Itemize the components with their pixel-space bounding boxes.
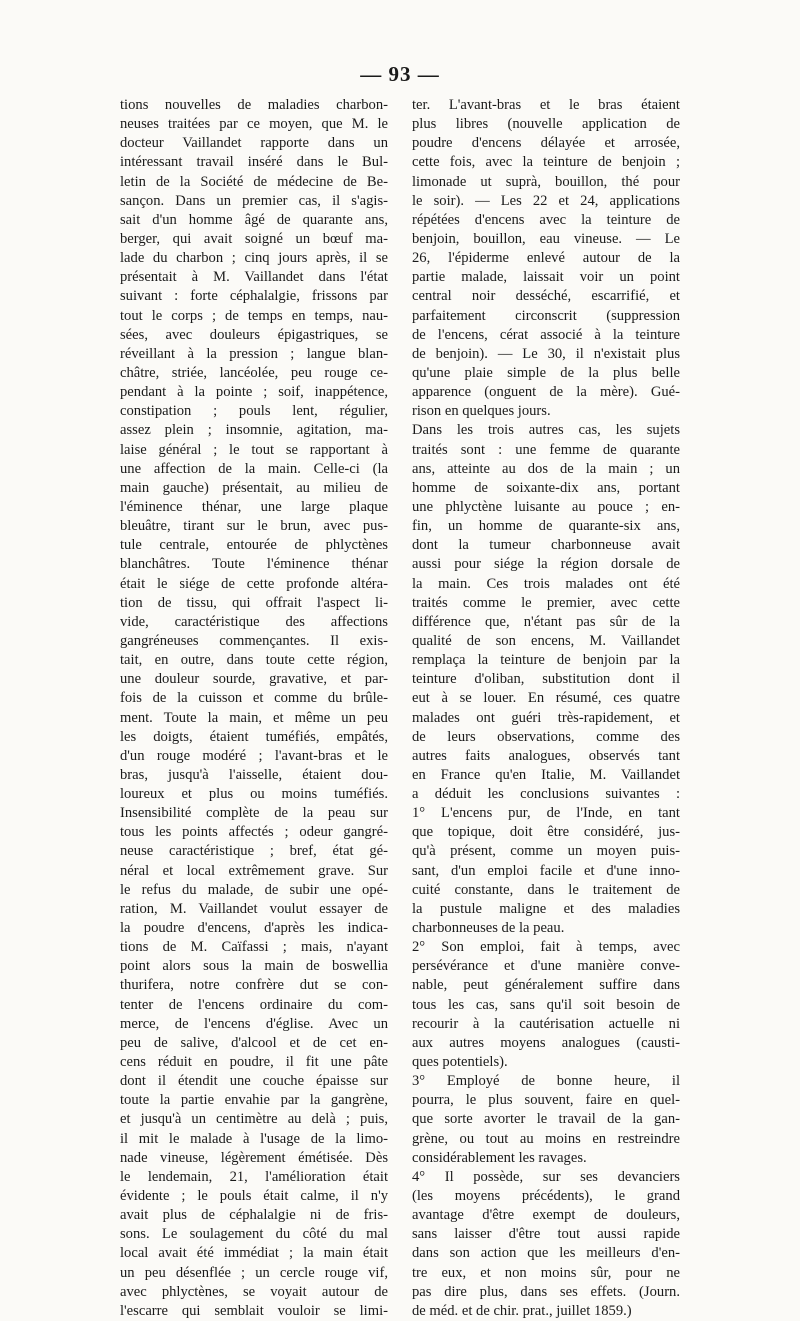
text-line: la pustule maligne et des maladies — [412, 900, 680, 917]
text-line: autres faits analogues, observés tant — [412, 747, 680, 764]
text-line: berger, qui avait soigné un bœuf ma- — [120, 230, 388, 247]
text-line: recourir à la cautérisation actuelle ni — [412, 1015, 680, 1032]
text-line: constipation ; pouls lent, régulier, — [120, 403, 388, 420]
text-line: présentait à M. Vaillandet dans l'état — [120, 269, 388, 286]
text-line: ans, atteinte au dos de la main ; un — [412, 460, 680, 477]
text-line: tenter de l'encens ordinaire du com- — [120, 996, 388, 1013]
text-line: l'éminence thénar, une large plaque — [120, 498, 388, 515]
text-line: Dans les trois autres cas, les sujets — [412, 422, 680, 439]
text-line: laise général ; le tout se rapportant à — [120, 441, 388, 458]
text-line: tous les points affectés ; odeur gangré- — [120, 824, 388, 841]
text-line: différence que, n'étant pas sûr de la — [412, 613, 680, 630]
text-line: une douleur sourde, gravative, et par- — [120, 671, 388, 688]
text-line: ter. L'avant-bras et le bras étaient — [412, 97, 680, 113]
text-line: dont il étendit une couche épaisse sur — [120, 1073, 388, 1090]
text-line: tule centrale, entourée de phlyctènes — [120, 537, 388, 554]
text-line: suivant : forte céphalalgie, frissons par — [120, 288, 388, 305]
text-line: rison en quelques jours. — [412, 403, 551, 420]
text-line: néral et local extrêmement grave. Sur — [120, 862, 388, 879]
text-line: parfaitement circonscrit (suppression — [412, 307, 680, 324]
text-line: évidente ; le pouls était calme, il n'y — [120, 1188, 388, 1205]
text-line: réveillant à la pression ; langue blan- — [120, 345, 388, 362]
text-line: répétées d'encens avec la teinture de — [412, 211, 680, 228]
text-line: tions de M. Caïfassi ; mais, n'ayant — [120, 939, 388, 956]
text-line: l'escarre qui semblait vouloir se limi- — [120, 1302, 388, 1319]
text-line: tait, en outre, dans toute cette région, — [120, 652, 388, 669]
text-line: 2° Son emploi, fait à temps, avec — [412, 939, 680, 956]
text-line: letin de la Société de médecine de Be- — [120, 173, 388, 190]
text-line: traités sont : une femme de quarante — [412, 441, 680, 458]
text-line: les doigts, étaient tuméfiés, empâtés, — [120, 728, 388, 745]
text-line: persévérance et d'une manière conve- — [412, 958, 680, 975]
text-line: sées, avec douleurs épigastriques, se — [120, 326, 388, 343]
text-line: cuité constante, dans le traitement de — [412, 881, 680, 898]
text-line: de méd. et de chir. prat., juillet 1859.) — [412, 1302, 632, 1319]
text-line: central noir desséché, escarrifié, et — [412, 288, 680, 305]
text-line: plus libres (nouvelle application de — [412, 116, 680, 133]
text-line: cens réduit en poudre, il fit une pâte — [120, 1054, 388, 1071]
text-line: 1° L'encens pur, de l'Inde, en tant — [412, 805, 680, 822]
text-line: le refus du malade, de subir une opé- — [120, 881, 388, 898]
text-line: châtre, striée, lancéolée, peu rouge ce- — [120, 364, 388, 381]
text-line: ment. Toute la main, et même un peu — [120, 709, 388, 726]
text-line: 4° Il possède, sur ses devanciers — [412, 1168, 680, 1185]
text-line: tions nouvelles de maladies charbon- — [120, 97, 388, 113]
text-line: main gauche) présentait, au milieu de — [120, 479, 388, 496]
text-line: (les moyens précédents), le grand — [412, 1188, 680, 1205]
text-line: docteur Vaillandet rapporte dans un — [120, 135, 388, 152]
text-line: en France qu'en Italie, M. Vaillandet — [412, 766, 680, 783]
text-line: aussi pour siége la région dorsale de — [412, 556, 680, 573]
text-line: benjoin, bouillon, eau vineuse. — Le — [412, 230, 680, 247]
text-line: que topique, doit être considéré, jus- — [412, 824, 680, 841]
text-line: qu'une plaie simple de la plus belle — [412, 364, 680, 381]
page-number: — 93 — — [360, 62, 440, 86]
text-line: lade du charbon ; cinq jours après, il se — [120, 250, 388, 267]
text-line: un peu désenflée ; un cercle rouge vif, — [120, 1264, 388, 1281]
text-line: tion de tissu, qui offrait l'aspect li- — [120, 594, 388, 611]
text-line: pourra, le plus souvent, faire en quel- — [412, 1092, 680, 1109]
text-line: peu de salive, d'alcool et de cet en- — [120, 1034, 388, 1051]
text-line: remplaça la teinture de benjoin par la — [412, 652, 680, 669]
text-line: avec phlyctènes, se voyait autour de — [120, 1283, 388, 1300]
text-line: traités comme le premier, avec cette — [412, 594, 680, 611]
text-line: cette fois, avec la teinture de benjoin ; — [412, 154, 680, 171]
text-line: le soir). — Les 22 et 24, applications — [412, 192, 680, 209]
text-line: a déduit les conclusions suivantes : — [412, 786, 680, 803]
text-line: était le siége de cette profonde altéra- — [120, 575, 388, 592]
text-line: et jusqu'à un centimètre au delà ; puis, — [120, 1111, 388, 1128]
text-line: thurifera, notre confrère dut se con- — [120, 977, 388, 994]
text-line: de benjoin). — Le 30, il n'existait plus — [412, 345, 680, 362]
text-line: aux autres moyens analogues (causti- — [412, 1034, 680, 1051]
text-line: ration, M. Vaillandet voulut essayer de — [120, 900, 388, 917]
text-line: considérablement les ravages. — [412, 1149, 587, 1166]
text-line: apparence (onguent de la mère). Gué- — [412, 384, 680, 401]
text-line: qu'à présent, comme un moyen puis- — [412, 843, 680, 860]
text-line: 3° Employé de bonne heure, il — [412, 1073, 680, 1090]
text-line: nade vineuse, légèrement émétisée. Dès — [120, 1149, 388, 1166]
text-line: ques potentiels). — [412, 1054, 508, 1071]
text-line: sans laisser d'être tout aussi rapide — [412, 1226, 680, 1243]
text-line: limonade ut suprà, bouillon, thé pour — [412, 173, 680, 190]
text-line: sant, d'un emploi facile et d'une inno- — [412, 862, 680, 879]
text-line: tous les cas, sans qu'il soit besoin de — [412, 996, 680, 1013]
text-line: poudre d'encens délayée et arrosée, — [412, 135, 680, 152]
text-line: sons. Le soulagement du côté du mal — [120, 1226, 388, 1243]
text-line: une phlyctène luisante au pouce ; en- — [412, 498, 680, 515]
text-line: assez plein ; insomnie, agitation, ma- — [120, 422, 388, 439]
text-line: tout le corps ; de temps en temps, nau- — [120, 307, 388, 324]
text-line: d'un rouge modéré ; l'avant-bras et le — [120, 747, 388, 764]
text-line: que sorte avorter le travail de la gan- — [412, 1111, 680, 1128]
text-line: fin, un homme de quarante-six ans, — [412, 518, 680, 535]
text-line: bleuâtre, tirant sur le brun, avec pus- — [120, 518, 388, 535]
right-column — [412, 96, 680, 1321]
text-line: avait plus de céphalalgie ni de fris- — [120, 1207, 388, 1224]
text-line: neuse caractéristique ; bref, état gé- — [120, 843, 388, 860]
text-line: homme de soixante-dix ans, portant — [412, 479, 680, 496]
text-line: point alors sous la main de boswellia — [120, 958, 388, 975]
text-line: dans son action que les meilleurs d'en- — [412, 1245, 680, 1262]
text-line: malades ont guéri très-rapidement, et — [412, 709, 680, 726]
text-line: neuses traitées par ce moyen, que M. le — [120, 116, 388, 133]
left-column — [120, 96, 388, 1321]
text-line: tre eux, et non moins sûr, pour ne — [412, 1264, 680, 1281]
text-line: sait d'un homme âgé de quarante ans, — [120, 211, 388, 228]
text-line: de l'encens, cérat associé à la teinture — [412, 326, 680, 343]
text-line: gangréneuses commençantes. Il exis- — [120, 632, 388, 649]
text-line: blanchâtres. Toute l'éminence thénar — [120, 556, 388, 573]
text-line: fois de la cuisson et comme du brûle- — [120, 690, 388, 707]
text-line: partie malade, laissait voir un point — [412, 269, 680, 286]
text-line: une affection de la main. Celle-ci (la — [120, 460, 388, 477]
text-line: local avait été immédiat ; la main était — [120, 1245, 388, 1262]
text-line: intéressant travail inséré dans le Bul- — [120, 154, 388, 171]
text-line: eut à se louer. En résumé, ces quatre — [412, 690, 680, 707]
text-line: la poudre d'encens, d'après les indica- — [120, 920, 388, 937]
text-line: Insensibilité complète de la peau sur — [120, 805, 388, 822]
text-line: nable, peut généralement suffire dans — [412, 977, 680, 994]
text-line: le lendemain, 21, l'amélioration était — [120, 1168, 388, 1185]
text-line: charbonneuses de la peau. — [412, 920, 565, 937]
text-line: dont la tumeur charbonneuse avait — [412, 537, 680, 554]
text-line: avantage d'être exempt de douleurs, — [412, 1207, 680, 1224]
text-line: il mit le malade à l'usage de la limo- — [120, 1130, 388, 1147]
text-line: vide, caractéristique des affections — [120, 613, 388, 630]
text-line: loureux et plus ou moins tuméfiés. — [120, 786, 388, 803]
text-line: pendant à la pointe ; soif, inappétence, — [120, 384, 388, 401]
text-line: grène, ou tout au moins en restreindre — [412, 1130, 680, 1147]
text-line: 26, l'épiderme enlevé autour de la — [412, 250, 680, 267]
text-line: merce, de l'encens d'église. Avec un — [120, 1015, 388, 1032]
text-line: sançon. Dans un premier cas, il s'agis- — [120, 192, 388, 209]
text-line: pas dire plus, dans ses effets. (Journ. — [412, 1283, 680, 1300]
text-line: de leurs observations, comme des — [412, 728, 680, 745]
text-line: teinture d'oliban, substitution dont il — [412, 671, 680, 688]
text-line: qualité de son encens, M. Vaillandet — [412, 632, 680, 649]
text-line: toute la partie envahie par la gangrène, — [120, 1092, 388, 1109]
text-line: la main. Ces trois malades ont été — [412, 575, 680, 592]
text-line: bras, jusqu'à l'aisselle, étaient dou- — [120, 766, 388, 783]
